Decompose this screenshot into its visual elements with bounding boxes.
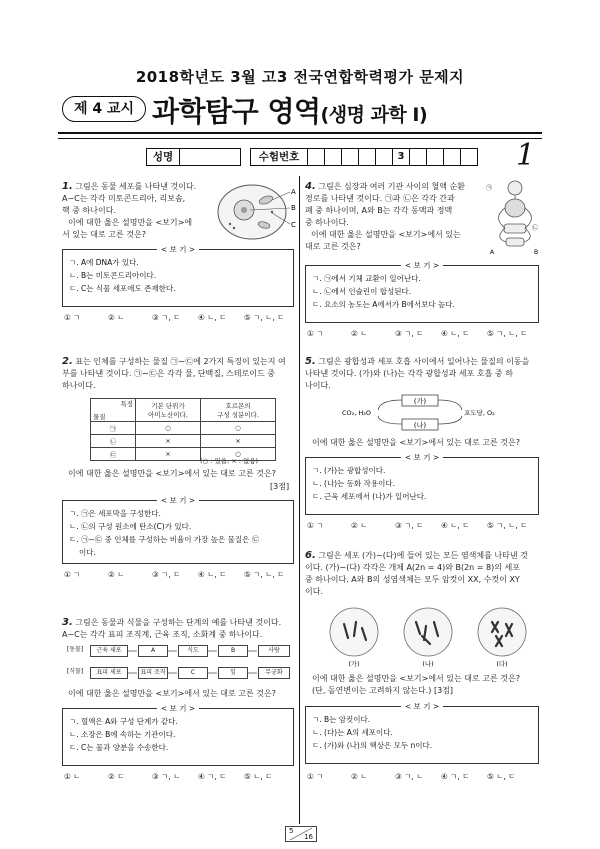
table-header-1: 기본 단위가 아미노산이다.: [136, 399, 201, 422]
question-2-stem: 2. 표는 인체를 구성하는 물질 ㉠∼㉢에 2가지 특징이 있는지 여 부를 나타낸 것이다. ㉠∼㉢은 각각 물, 단백질, 스테로이드 중 하나이다.: [62, 356, 286, 390]
fig-label-vessel-a: A: [490, 249, 495, 256]
flow-box: C: [178, 667, 208, 679]
question-3-options: [64, 771, 296, 782]
page-current: 5: [289, 827, 294, 835]
flow-arrows: [62, 645, 298, 681]
option-3[interactable]: ③ ㄱ, ㄷ: [395, 521, 424, 530]
page-counter: [285, 826, 317, 842]
option-1[interactable]: ① ㄱ: [307, 329, 324, 338]
flow-box: 표피 세포: [90, 667, 128, 679]
exam-number-field[interactable]: [307, 148, 478, 164]
question-5-stem: 5. 그림은 광합성과 세포 호흡 사이에서 일어나는 물질의 이동을 나타낸 것이다. (가)와 (나)는 각각 광합성과 세포 호흡 중 하 나이다.: [305, 356, 530, 390]
cell-label-da: (다): [496, 660, 508, 668]
exam-header-title: 2018학년도 3월 고3 전국연합학력평가 문제지: [135, 68, 465, 86]
question-number: 6.: [305, 550, 316, 561]
question-number: 4.: [305, 181, 316, 192]
question-3-prompt: 이에 대한 옳은 설명만을 <보기>에서 있는 대로 고른 것은?: [68, 689, 277, 698]
option-3[interactable]: ③ ㄱ, ㄴ: [395, 772, 424, 781]
option-1[interactable]: ① ㄱ: [64, 570, 81, 579]
option-5[interactable]: ⑤ ㄱ, ㄴ, ㄷ: [244, 313, 285, 322]
page-number: 1: [516, 138, 536, 173]
fig-label-organ-2: ㉡: [532, 225, 539, 232]
subject-main: 과학탐구 영역: [152, 95, 321, 128]
flow-box: 사람: [258, 645, 290, 657]
fig-label-b: B: [291, 204, 296, 212]
fig-label-c: C: [291, 221, 296, 229]
table-corner: 특징 물질: [91, 399, 136, 422]
question-4-bogi: < 보 기 > ㄱ. ㉠에서 기체 교환이 일어난다. ㄴ. ㉡에서 인슐린이 합성된다. ㄷ. 요소의 농도는 A에서가 B에서보다 높다.: [305, 265, 539, 323]
table-header-2: 호르몬의 구성 성분이다.: [201, 399, 276, 422]
option-4[interactable]: ④ ㄴ, ㄷ: [441, 329, 470, 338]
question-1-options: [64, 312, 296, 323]
question-6-prompt: 이에 대한 옳은 설명만을 <보기>에서 있는 대로 고른 것은? (단, 돌연변이는 고려하지 않는다.) [3점]: [312, 674, 521, 695]
question-2-bogi: < 보 기 > ㄱ. ㉠은 세포막을 구성한다. ㄴ. ㉡의 구성 원소에 탄소(C)가 있다. ㄷ. ㉠∼㉢ 중 인체를 구성하는 비율이 가장 높은 물질은 ㉢ 이다.: [62, 500, 294, 564]
column-divider: [299, 176, 300, 824]
question-5-bogi: < 보 기 > ㄱ. (가)는 광합성이다. ㄴ. (나)는 동화 작용이다. ㄷ. 근육 세포에서 (나)가 일어난다.: [305, 457, 539, 515]
question-number: 1.: [62, 181, 73, 192]
question-2-points: [3점]: [270, 482, 290, 491]
question-1-bogi: < 보 기 > ㄱ. A에 DNA가 있다. ㄴ. B는 미토콘드리아이다. ㄷ. C는 식물 세포에도 존재한다.: [62, 249, 294, 307]
question-2-prompt: 이에 대한 옳은 설명만을 <보기>에서 있는 대로 고른 것은?: [68, 469, 277, 478]
flow-box: 식도: [178, 645, 208, 657]
option-1[interactable]: ① ㄱ: [307, 521, 324, 530]
cell-label-na: (나): [422, 660, 434, 668]
fig-label-a: A: [291, 188, 296, 196]
photosynthesis-diagram: [340, 393, 510, 433]
option-3[interactable]: ③ ㄱ, ㄷ: [395, 329, 424, 338]
table-row: ㉢ × ○: [91, 448, 276, 461]
exam-digit-cell[interactable]: [325, 148, 342, 166]
fig-label-organ-1: ㉠: [486, 185, 493, 192]
question-number: 5.: [305, 356, 316, 367]
option-5[interactable]: ⑤ ㄴ, ㄷ: [244, 772, 273, 781]
option-2[interactable]: ② ㄴ: [351, 772, 368, 781]
question-3-stem: 3. 그림은 동물과 식물을 구성하는 단계의 예를 나타낸 것이다. A∼C는 각각 표피 조직계, 근육 조직, 소화계 중 하나이다.: [62, 617, 282, 639]
animal-cell-figure: [214, 180, 296, 242]
question-6-stem: 6. 그림은 세포 (가)∼(다)에 들어 있는 모든 염색체를 나타낸 것 이다. (가)∼(다) 각각은 개체 A(2n = 4)와 B(2n = 8)의 세포 중 하나이다. A와 B의 성염색체는 모두 암컷이 XX, 수컷이 XY 이다.: [305, 550, 528, 596]
chromosome-cells-figure: [318, 606, 538, 668]
option-2[interactable]: ② ㄷ: [108, 772, 125, 781]
option-1[interactable]: ① ㄱ: [307, 772, 324, 781]
exam-digit-cell[interactable]: [444, 148, 461, 166]
subject-title: [152, 90, 427, 130]
flow-box: B: [218, 645, 248, 657]
plant-label: [식물]: [62, 667, 88, 677]
subject-sub: (생명 과학 Ⅰ): [320, 104, 428, 126]
option-3[interactable]: ③ ㄱ, ㄷ: [152, 570, 181, 579]
option-2[interactable]: ② ㄴ: [351, 329, 368, 338]
process-na: (나): [413, 421, 427, 430]
option-3[interactable]: ③ ㄱ, ㄴ: [152, 772, 181, 781]
question-1-stem: 1. 그림은 동물 세포를 나타낸 것이다. A∼C는 각각 미토콘드리아, 리보솜, 핵 중 하나이다. 이에 대한 옳은 설명만을 <보기>에 서 있는 대로 고른 것은?: [62, 181, 197, 239]
question-3-bogi: < 보 기 > ㄱ. 혈액은 A와 구성 단계가 같다. ㄴ. 소장은 B에 속하는 기관이다. ㄷ. C는 물과 양분을 수송한다.: [62, 708, 294, 766]
question-4-stem: 4. 그림은 심장과 여러 기관 사이의 혈액 순환 경로를 나타낸 것이다. ㉠과 ㉡은 각각 간과 폐 중 하나이며, A와 B는 각각 동맥과 정맥 중 하나이다. 이에 대한 옳은 설명만을 <보기>에서 있는 대로 고른 것은?: [305, 181, 465, 251]
exam-digit-cell[interactable]: [307, 148, 325, 166]
question-5-prompt: 이에 대한 옳은 설명만을 <보기>에서 있는 대로 고른 것은?: [312, 438, 521, 447]
table-legend: (○ : 있음, × : 없음): [200, 457, 259, 465]
option-1[interactable]: ① ㄱ: [64, 313, 81, 322]
option-2[interactable]: ② ㄴ: [108, 313, 125, 322]
exam-digit-cell[interactable]: [376, 148, 393, 166]
question-3-flow: [62, 645, 298, 681]
session-badge: 제 4 교시: [62, 96, 146, 122]
cell-label-ga: (가): [348, 660, 360, 668]
question-4-options: [307, 328, 541, 339]
flow-box: 잎: [218, 667, 248, 679]
question-5-options: [307, 520, 541, 531]
question-number: 3.: [62, 617, 73, 628]
flow-box: 근육 세포: [90, 645, 128, 657]
table-row: ㉠ ○ ○: [91, 422, 276, 435]
flow-box: 무궁화: [258, 667, 290, 679]
flow-box: A: [138, 645, 168, 657]
animal-label: [동물]: [62, 645, 88, 655]
option-4[interactable]: ④ ㄱ, ㄷ: [441, 772, 470, 781]
option-5[interactable]: ⑤ ㄱ, ㄴ, ㄷ: [487, 521, 528, 530]
circulation-figure: [484, 178, 546, 258]
flow-box: 표피 조직: [138, 667, 168, 679]
option-3[interactable]: ③ ㄱ, ㄷ: [152, 313, 181, 322]
exam-digit-cell[interactable]: [427, 148, 444, 166]
question-2-table: [90, 398, 276, 461]
page-total: 16: [304, 833, 313, 841]
option-5[interactable]: ⑤ ㄴ, ㄷ: [487, 772, 516, 781]
name-field[interactable]: [179, 148, 241, 166]
process-ga: (가): [413, 397, 427, 406]
option-1[interactable]: ① ㄴ: [64, 772, 81, 781]
input-label: CO₂, H₂O: [342, 409, 372, 417]
table-row: ㉡ × ×: [91, 435, 276, 448]
exam-digit-cell[interactable]: [342, 148, 359, 166]
option-4[interactable]: ④ ㄴ, ㄷ: [198, 570, 227, 579]
option-4[interactable]: ④ ㄴ, ㄷ: [198, 313, 227, 322]
name-label: 성명: [146, 148, 179, 166]
output-label: 포도당, O₂: [464, 409, 495, 417]
exam-digit-cell[interactable]: [461, 148, 478, 166]
fig-label-vessel-b: B: [534, 249, 539, 256]
question-number: 2.: [62, 356, 73, 367]
option-2[interactable]: ② ㄴ: [108, 570, 125, 579]
option-4[interactable]: ④ ㄴ, ㄷ: [441, 521, 470, 530]
option-5[interactable]: ⑤ ㄱ, ㄴ, ㄷ: [244, 570, 285, 579]
option-4[interactable]: ④ ㄱ, ㄷ: [198, 772, 227, 781]
header-rule: [58, 132, 542, 134]
exam-number-label: 수험번호: [250, 148, 308, 166]
exam-digit-cell-fixed: 3: [393, 148, 410, 166]
question-6-bogi: < 보 기 > ㄱ. B는 암컷이다. ㄴ. (다)는 A의 세포이다. ㄷ. (가)와 (나)의 핵상은 모두 n이다.: [305, 706, 539, 764]
header-rule-thin: [58, 138, 542, 139]
question-2-options: [64, 569, 296, 580]
exam-digit-cell[interactable]: [410, 148, 427, 166]
exam-digit-cell[interactable]: [359, 148, 376, 166]
question-6-options: [307, 771, 541, 782]
option-5[interactable]: ⑤ ㄱ, ㄴ, ㄷ: [487, 329, 528, 338]
option-2[interactable]: ② ㄴ: [351, 521, 368, 530]
